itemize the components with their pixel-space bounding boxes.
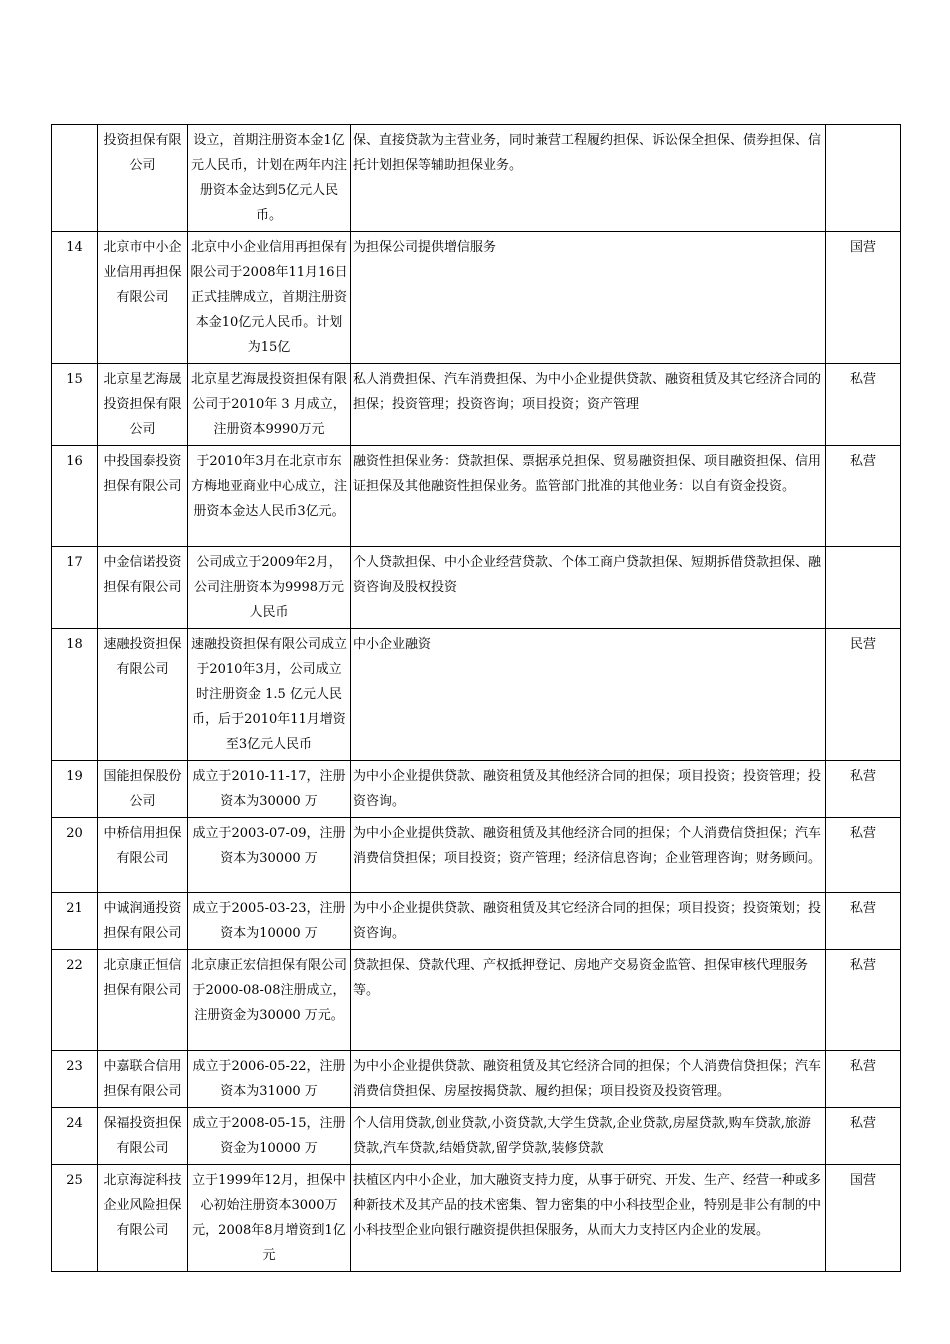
ownership-type: 私营 [826,1051,901,1108]
table-row [52,1051,901,1108]
table-row [52,950,901,1051]
ownership-type: 国营 [826,232,901,364]
row-number: 14 [52,232,98,364]
table-row [52,446,901,547]
company-name: 中金信诺投资担保有限公司 [98,547,188,629]
ownership-type: 私营 [826,761,901,818]
table-row [52,364,901,446]
row-number: 19 [52,761,98,818]
row-number: 16 [52,446,98,547]
business-scope: 为中小企业提供贷款、融资租赁及其他经济合同的担保；个人消费信贷担保；汽车消费信贷担保；项目投资；资产管理；经济信息咨询；企业管理咨询；财务顾问。 [351,818,826,893]
company-name: 中桥信用担保有限公司 [98,818,188,893]
row-number: 18 [52,629,98,761]
row-number: 17 [52,547,98,629]
establishment-info: 立于1999年12月，担保中心初始注册资本3000万元，2008年8月增资到1亿元 [188,1165,351,1272]
table-row [52,818,901,893]
company-name: 中投国泰投资担保有限公司 [98,446,188,547]
row-number: 21 [52,893,98,950]
business-scope: 个人信用贷款,创业贷款,小资贷款,大学生贷款,企业贷款,房屋贷款,购车贷款,旅游贷款,汽车贷款,结婚贷款,留学贷款,装修贷款 [351,1108,826,1165]
company-name: 投资担保有限公司 [98,125,188,232]
establishment-info: 成立于2003-07-09，注册资本为30000 万 [188,818,351,893]
row-number: 20 [52,818,98,893]
table-row [52,1165,901,1272]
ownership-type [826,547,901,629]
ownership-type: 私营 [826,364,901,446]
establishment-info: 成立于2010-11-17，注册资本为30000 万 [188,761,351,818]
establishment-info: 北京中小企业信用再担保有限公司于2008年11月16日正式挂牌成立，首期注册资本金10亿元人民币。计划为15亿 [188,232,351,364]
ownership-type [826,125,901,232]
business-scope: 融资性担保业务：贷款担保、票据承兑担保、贸易融资担保、项目融资担保、信用证担保及其他融资性担保业务。监管部门批准的其他业务：以自有资金投资。 [351,446,826,547]
row-number: 22 [52,950,98,1051]
business-scope: 个人贷款担保、中小企业经营贷款、个体工商户贷款担保、短期拆借贷款担保、融资咨询及股权投资 [351,547,826,629]
establishment-info: 北京星艺海晟投资担保有限公司于2010年 3 月成立，注册资本9990万元 [188,364,351,446]
company-name: 北京康正恒信担保有限公司 [98,950,188,1051]
ownership-type: 私营 [826,818,901,893]
table-row [52,547,901,629]
establishment-info: 速融投资担保有限公司成立于2010年3月，公司成立时注册资金 1.5 亿元人民币，后于2010年11月增资至3亿元人民币 [188,629,351,761]
establishment-info: 北京康正宏信担保有限公司于2000-08-08注册成立，注册资金为30000 万元。 [188,950,351,1051]
establishment-info: 公司成立于2009年2月，公司注册资本为9998万元人民币 [188,547,351,629]
table-row [52,629,901,761]
row-number [52,125,98,232]
table-row [52,761,901,818]
row-number: 23 [52,1051,98,1108]
ownership-type: 私营 [826,1108,901,1165]
business-scope: 为担保公司提供增信服务 [351,232,826,364]
establishment-info: 成立于2008-05-15，注册资金为10000 万 [188,1108,351,1165]
company-name: 中嘉联合信用担保有限公司 [98,1051,188,1108]
ownership-type: 私营 [826,950,901,1051]
company-name: 北京海淀科技企业风险担保有限公司 [98,1165,188,1272]
business-scope: 为中小企业提供贷款、融资租赁及其他经济合同的担保；项目投资；投资管理；投资咨询。 [351,761,826,818]
establishment-info: 成立于2005-03-23，注册资本为10000 万 [188,893,351,950]
company-name: 国能担保股份公司 [98,761,188,818]
row-number: 25 [52,1165,98,1272]
ownership-type: 国营 [826,1165,901,1272]
business-scope: 中小企业融资 [351,629,826,761]
company-name: 保福投资担保有限公司 [98,1108,188,1165]
table-row [52,125,901,232]
table-row [52,1108,901,1165]
table-row [52,893,901,950]
ownership-type: 民营 [826,629,901,761]
table-row [52,232,901,364]
company-name: 北京市中小企业信用再担保有限公司 [98,232,188,364]
company-name: 速融投资担保有限公司 [98,629,188,761]
business-scope: 贷款担保、贷款代理、产权抵押登记、房地产交易资金监管、担保审核代理服务等。 [351,950,826,1051]
row-number: 24 [52,1108,98,1165]
ownership-type: 私营 [826,893,901,950]
establishment-info: 于2010年3月在北京市东方梅地亚商业中心成立，注册资本金达人民币3亿元。 [188,446,351,547]
business-scope: 为中小企业提供贷款、融资租赁及其它经济合同的担保；个人消费信贷担保；汽车消费信贷担保、房屋按揭贷款、履约担保；项目投资及投资管理。 [351,1051,826,1108]
business-scope: 扶植区内中小企业，加大融资支持力度，从事于研究、开发、生产、经营一种或多种新技术及其产品的技术密集、智力密集的中小科技型企业，特别是非公有制的中小科技型企业向银行融资提供担保服务，从而大力支持区内企业的发展。 [351,1165,826,1272]
company-name: 中诚润通投资担保有限公司 [98,893,188,950]
business-scope: 保、直接贷款为主营业务，同时兼营工程履约担保、诉讼保全担保、债券担保、信托计划担保等辅助担保业务。 [351,125,826,232]
ownership-type: 私营 [826,446,901,547]
establishment-info: 成立于2006-05-22，注册资本为31000 万 [188,1051,351,1108]
business-scope: 私人消费担保、汽车消费担保、为中小企业提供贷款、融资租赁及其它经济合同的担保；投资管理；投资咨询；项目投资；资产管理 [351,364,826,446]
company-name: 北京星艺海晟投资担保有限公司 [98,364,188,446]
guarantee-company-table [51,124,901,1272]
business-scope: 为中小企业提供贷款、融资租赁及其它经济合同的担保；项目投资；投资策划；投资咨询。 [351,893,826,950]
row-number: 15 [52,364,98,446]
establishment-info: 设立，首期注册资本金1亿元人民币，计划在两年内注册资本金达到5亿元人民币。 [188,125,351,232]
